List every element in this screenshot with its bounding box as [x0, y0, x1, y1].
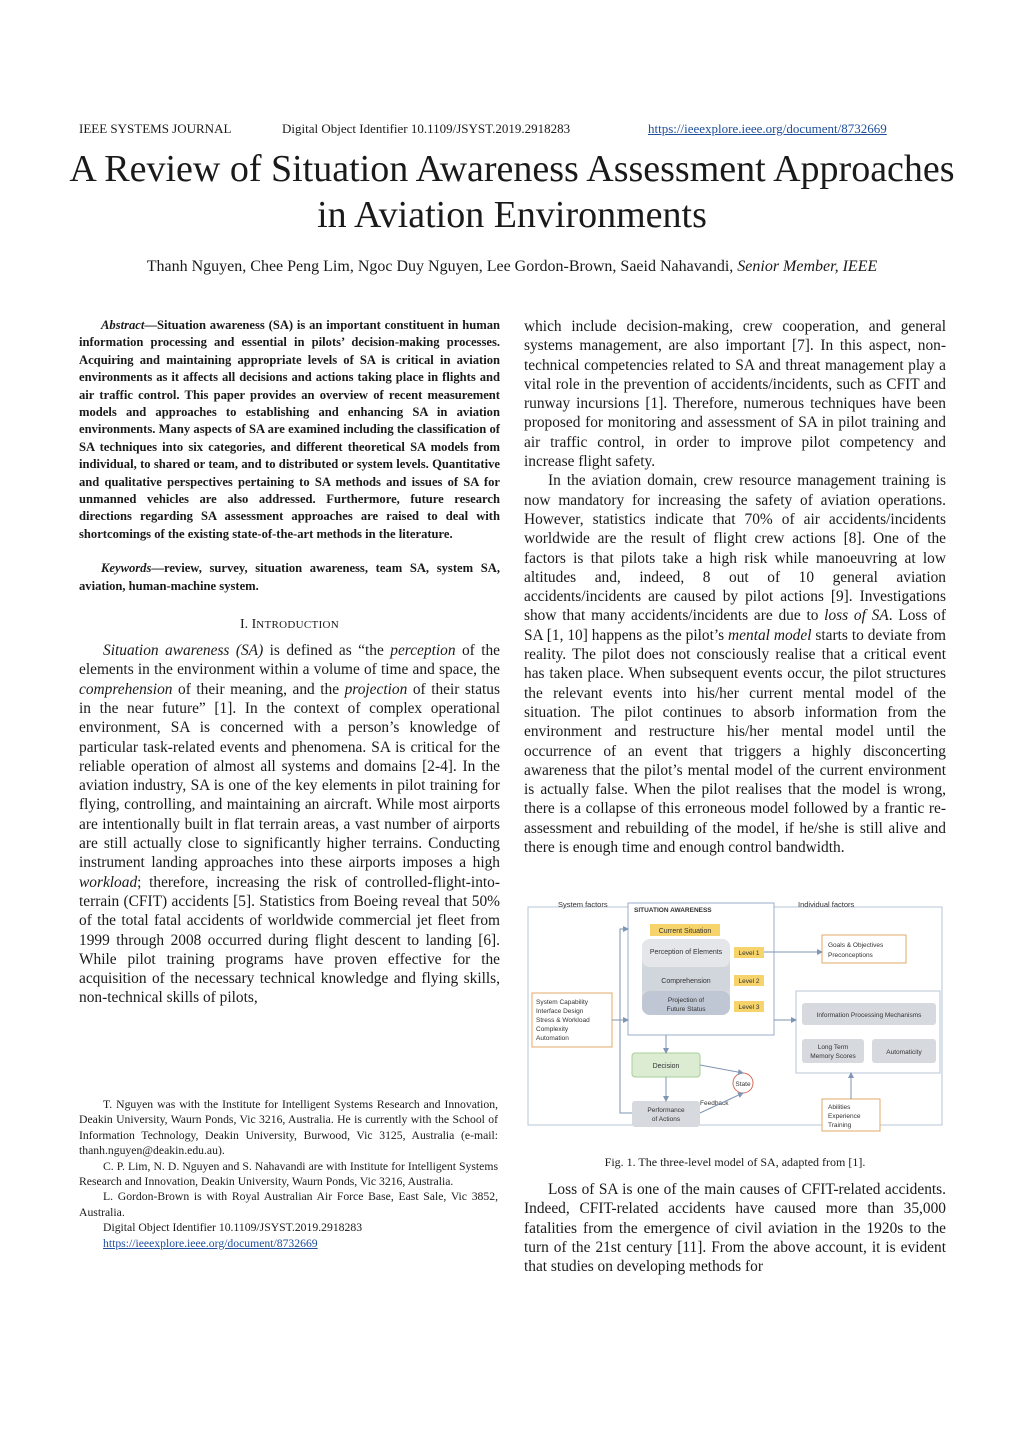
figure-sa-model	[524, 895, 946, 1140]
ipm-label: Information Processing Mechanisms	[816, 1012, 922, 1019]
state-label: State	[735, 1081, 751, 1088]
decision-label: Decision	[652, 1063, 680, 1070]
term-comprehension: comprehension	[79, 680, 173, 698]
sys-item-1: System Capability	[536, 999, 589, 1006]
header-doi: Digital Object Identifier 10.1109/JSYST.2019.2918283	[282, 121, 571, 136]
footnote-url-link[interactable]: https://ieeexplore.ieee.org/document/8732669	[103, 1236, 318, 1250]
term-perception: perception	[390, 642, 456, 660]
footnote-3: L. Gordon-Brown is with Royal Australian Air Force Base, East Sale, Vic 3852, Australia.	[79, 1190, 498, 1219]
level2-label: Level 2	[738, 978, 760, 985]
system-factors-label: System factors	[558, 900, 608, 909]
left-column	[79, 317, 500, 1008]
term-projection: projection	[344, 680, 408, 698]
ltm-label-1: Long Term	[817, 1044, 849, 1051]
header-url-link[interactable]: https://ieeexplore.ieee.org/document/8732669	[648, 121, 887, 136]
abstract-label: Abstract	[101, 318, 145, 332]
projection-label-2: Future Status	[666, 1006, 706, 1013]
term-loss-of-sa: loss of SA	[824, 607, 889, 625]
right-column	[524, 317, 946, 857]
intro-text-2: of the elements in the environment within a volume of time and space, the	[79, 642, 501, 679]
p2-text-b: . Loss of SA [1, 10] happens as the pilot’s	[524, 607, 946, 644]
individual-factors-label: Individual factors	[798, 900, 855, 909]
abilities-item-3: Training	[828, 1122, 852, 1129]
running-header	[79, 121, 945, 139]
journal-name: IEEE SYSTEMS JOURNAL	[79, 121, 232, 136]
author-names: Thanh Nguyen, Chee Peng Lim, Ngoc Duy Nguyen, Lee Gordon-Brown, Saeid Nahavandi,	[146, 258, 734, 275]
performance-label-1: Performance	[647, 1107, 685, 1114]
intro-text-3: of their meaning, and the	[172, 680, 345, 698]
right-column-bottom	[524, 1180, 946, 1276]
goals-item-1: Goals & Objectives	[828, 942, 884, 949]
term-workload: workload	[79, 873, 138, 891]
abstract	[79, 317, 500, 543]
figure-caption: Fig. 1. The three-level model of SA, adapted from [1].	[604, 1155, 866, 1169]
term-sa: Situation awareness (SA)	[103, 642, 264, 660]
p2-text-a: In the aviation domain, crew resource management training is now mandatory for increasing the safety of aviation operations. However, statistics indicate that 70% of air accidents/incidents worldwide are the result of flight crew actions [8]. One of the factors is that pilots take a high risk while manoeuvring at low altitudes and, indeed, 8 out of 10 general aviation accidents/incidents are caused by pilot actions [9]. Investigations show that many accidents/incidents are due to	[524, 472, 946, 625]
section-title: NTRODUCTION	[256, 619, 340, 632]
performance-label-2: of Actions	[651, 1116, 681, 1123]
sys-item-4: Complexity	[536, 1026, 569, 1033]
paper-title: A Review of Situation Awareness Assessment Approaches in Aviation Environments	[69, 148, 955, 236]
footnotes	[79, 1097, 498, 1251]
author-role: Senior Member, IEEE	[737, 258, 878, 275]
comprehension-label: Comprehension	[661, 978, 711, 985]
section-heading-introduction	[79, 617, 500, 633]
term-mental-model: mental model	[728, 626, 812, 644]
level3-label: Level 3	[738, 1004, 760, 1011]
projection-label-1: Projection of	[667, 997, 705, 1004]
footnote-2: C. P. Lim, N. D. Nguyen and S. Nahavandi are with Institute for Intelligent Systems Research and Innovation, Deakin University, Waurn Ponds, Vic 3216, Australia.	[79, 1159, 498, 1189]
current-situation-label: Current Situation	[658, 928, 712, 935]
sys-item-3: Stress & Workload	[536, 1017, 590, 1024]
abilities-item-2: Experience	[828, 1113, 861, 1120]
sys-item-5: Automation	[536, 1035, 569, 1042]
sys-item-2: Interface Design	[536, 1008, 584, 1015]
abstract-text: —Situation awareness (SA) is an important constituent in human information processing and essential in pilots’ decision-making processes. Acquiring and maintaining appropriate levels of SA is critical in aviation environments as it affects all decisions and actions taking place in flights and air traffic control. This paper provides an overview of recent measurement models and approaches to establishing and enhancing SA in aviation environments. Many aspects of SA are examined including the classification of SA techniques into six categories, and different theoretical SA models from individual, to shared or team, and to distributed or system levels. Quantitative and qualitative perspectives pertaining to SA methods and issues of SA for unmanned vehicles are also addressed. Furthermore, future research directions regarding SA assessment approaches are raised to deal with shortcomings of the existing state-of-the-art methods in the literature.	[79, 318, 500, 541]
author-list	[60, 258, 964, 276]
footnote-1: T. Nguyen was with the Institute for Intelligent Systems Research and Innovation, Deakin University, Waurn Ponds, Vic 3216, Australia. He is currently with the School of Information Technology, Deakin University, Burwood, Vic 3125, Australia (e-mail: thanh.nguyen@deakin.edu.au).	[79, 1098, 498, 1158]
sa-box-title: SITUATION AWARENESS	[634, 907, 712, 914]
keywords-text: —review, survey, situation awareness, team SA, system SA, aviation, human-machine system.	[79, 561, 500, 593]
sa-model-diagram	[524, 895, 946, 1140]
right-paragraph-3: Loss of SA is one of the main causes of CFIT-related accidents. Indeed, CFIT-related accidents have caused more than 35,000 fatalities from the emergence of civil aviation in the 1920s to the turn of the 21st century [11]. From the above account, it is evident that studies on developing methods for	[524, 1181, 946, 1276]
right-paragraph-2	[524, 471, 946, 857]
intro-paragraph	[79, 641, 500, 1008]
right-paragraph-1: which include decision-making, crew cooperation, and general systems management, are also important [7]. In this aspect, non-technical competencies related to SA and threat management play a vital role in the prevention of accidents/incidents, such as CFIT and runway incursions [1]. Therefore, numerous techniques have been proposed for monitoring and assessment of SA in pilot training and air traffic control, in order to improve pilot competency and increase flight safety.	[524, 318, 946, 471]
intro-text-4: of their status in the near future” [1]. In the context of complex operational environment, SA is concerned with a person’s knowledge of particular task-related events and phenomena. SA is critical for the reliable operation of almost all systems and domains [2-4]. In the aviation industry, SA is one of the key elements in pilot training for flying, controlling, and maintaining an aircraft. While most airports are intentionally built in flat terrain areas, a vast number of airports are still actually close to significantly higher terrains. Conducting instrument landing approaches into these airports imposes a high	[79, 680, 500, 872]
abilities-item-1: Abilities	[828, 1104, 851, 1111]
goals-item-2: Preconceptions	[828, 952, 873, 959]
performance-box	[632, 1101, 700, 1127]
automaticity-label: Automaticity	[886, 1049, 922, 1056]
feedback-label: Feedback	[700, 1100, 729, 1107]
perception-label: Perception of Elements	[649, 949, 723, 956]
section-numeral: I. I	[239, 617, 257, 633]
level1-label: Level 1	[738, 950, 760, 957]
footnote-doi: Digital Object Identifier 10.1109/JSYST.2019.2918283	[103, 1221, 363, 1235]
intro-text-1: is defined as “the	[263, 642, 391, 660]
keywords-label: Keywords	[101, 561, 152, 576]
p2-text-c: starts to deviate from reality. The pilot does not consciously realise that a critical event has taken place. When subsequent events occur, the pilot structures the relevant events into his/her current mental model of the situation. The pilot continues to absorb information from the environment and restructure his/her mental model until the occurrence of an event that triggers a highly disconcerting awareness that the pilot’s mental model of the current environment is actually false. When the pilot realises that the model is wrong, there is a collapse of this erroneous model followed by a frantic re-assessment and rebuilding of the model, if he/she is still alive and there is enough time and enough control bandwidth.	[524, 626, 947, 857]
ltm-label-2: Memory Scores	[810, 1053, 856, 1060]
keywords	[79, 560, 500, 595]
intro-text-5: ; therefore, increasing the risk of controlled-flight-into-terrain (CFIT) accidents [5]. Statistics from Boeing reveal that 50% of the total fatal accidents of worldwide commercial jet fleet from 1999 through 2008 occurred during flight descent to landing [6]. While pilot training programs have proven effective for the acquisition of the necessary technical knowledge and flying skills, non-technical skills of pilots,	[79, 873, 500, 1007]
